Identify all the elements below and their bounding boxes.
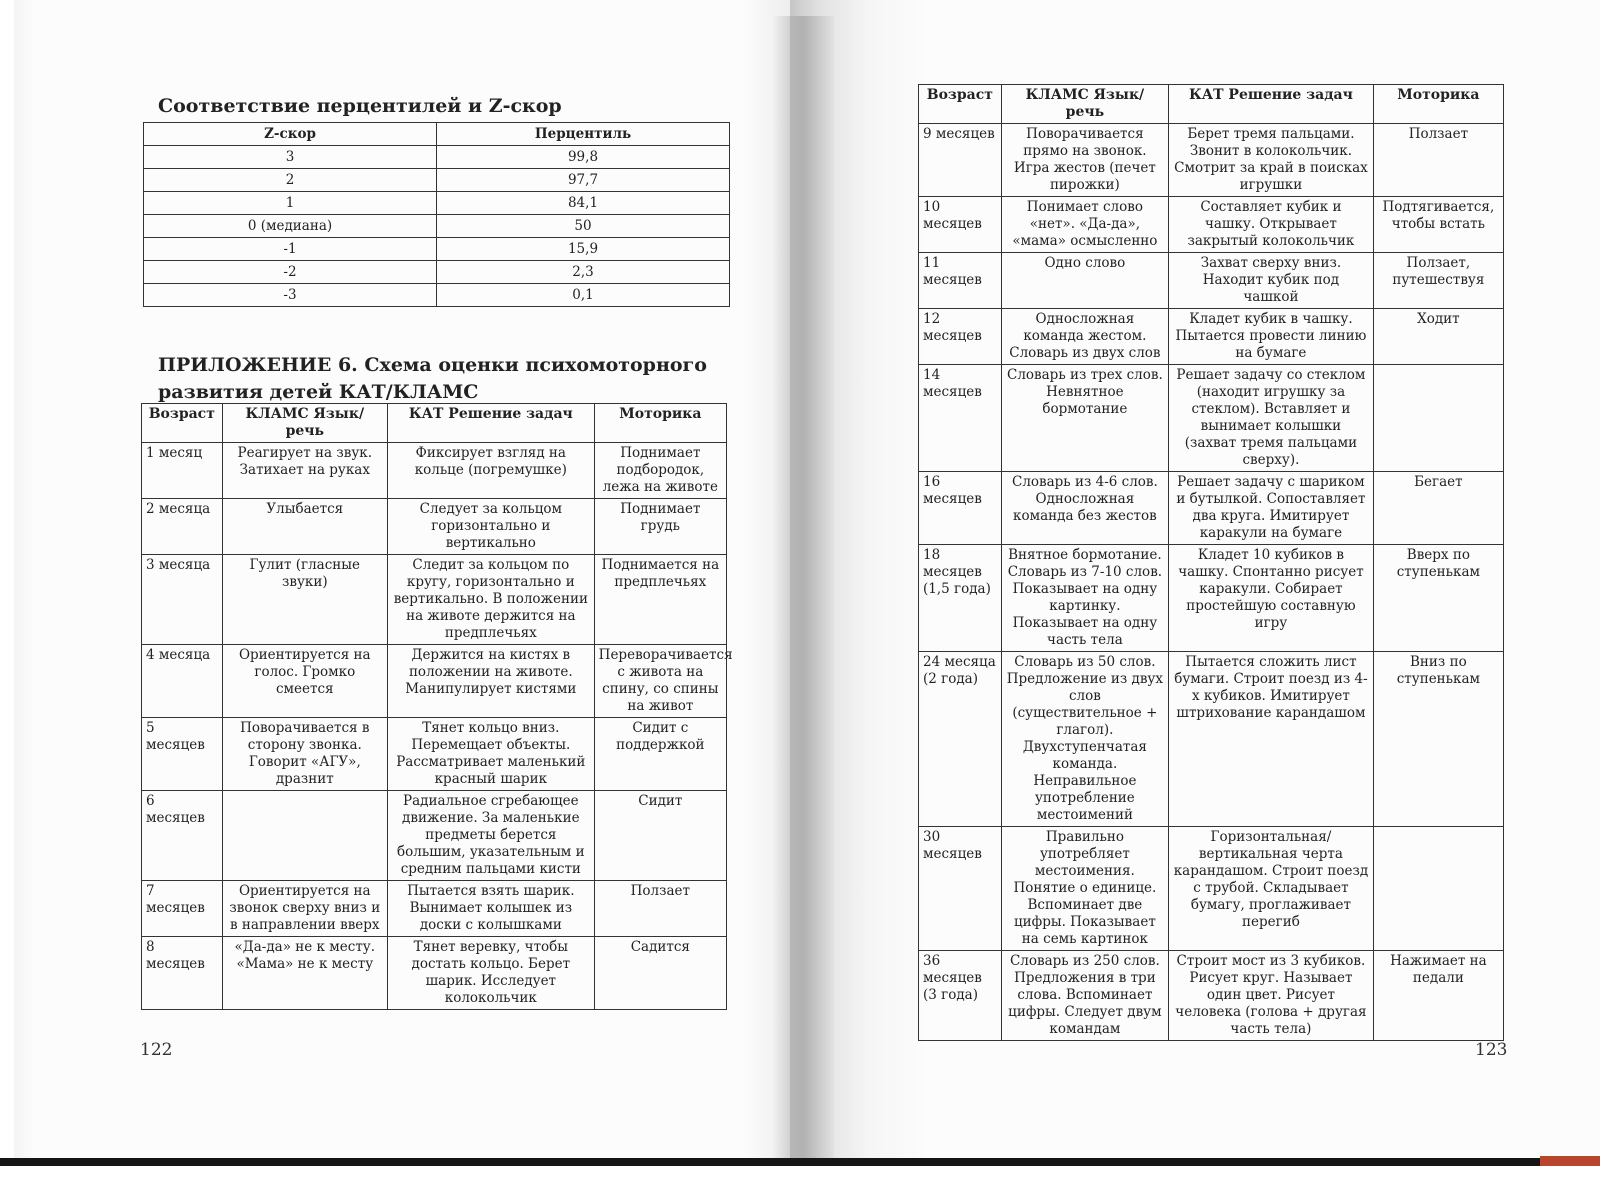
cat-cell: Пытается взять шарик. Вынимает колышек из доски с колышками xyxy=(387,881,594,937)
table-row xyxy=(142,555,727,645)
clams-cell: «Да-да» не к месту. «Мама» не к месту xyxy=(222,937,387,1010)
table-row xyxy=(919,951,1504,1041)
motor-cell: Ползает xyxy=(594,881,726,937)
motor-cell: Ползает, путешествуя xyxy=(1373,253,1503,309)
dev-table-header-row xyxy=(142,404,727,443)
dev-header-cat: КАТ Решение задач xyxy=(1169,85,1374,124)
book-spine-shadow xyxy=(772,16,834,1166)
motor-cell: Садится xyxy=(594,937,726,1010)
cat-cell: Строит мост из 3 кубиков. Рисует круг. Называет один цвет. Рисует человека (голова + другая часть тела) xyxy=(1169,951,1374,1041)
table-row xyxy=(919,545,1504,652)
percentile-cell: 2,3 xyxy=(437,261,730,284)
age-cell: 11 месяцев xyxy=(919,253,1002,309)
table-row xyxy=(919,253,1504,309)
dev-header-clams: КЛАМС Язык/ речь xyxy=(222,404,387,443)
table-row xyxy=(142,881,727,937)
table-row xyxy=(142,791,727,881)
age-cell: 16 месяцев xyxy=(919,472,1002,545)
cat-cell: Тянет кольцо вниз. Перемещает объекты. Рассматривает маленький красный шарик xyxy=(387,718,594,791)
clams-cell: Словарь из 250 слов. Предложения в три слова. Вспоминает цифры. Следует двум командам xyxy=(1001,951,1168,1041)
clams-cell: Ориентируется на звонок сверху вниз и в направлении вверх xyxy=(222,881,387,937)
page-number-right: 123 xyxy=(1475,1040,1508,1060)
percentile-cell: 50 xyxy=(437,215,730,238)
motor-cell: Вверх по ступенькам xyxy=(1373,545,1503,652)
clams-cell: Словарь из 4-6 слов. Односложная команда без жестов xyxy=(1001,472,1168,545)
table-row xyxy=(919,827,1504,951)
age-cell: 3 месяца xyxy=(142,555,223,645)
dev-header-age: Возраст xyxy=(919,85,1002,124)
table-row xyxy=(919,365,1504,472)
cat-cell: Берет тремя пальцами. Звонит в колокольчик. Смотрит за край в поисках игрушки xyxy=(1169,124,1374,197)
table-row xyxy=(919,197,1504,253)
clams-cell: Реагирует на звук. Затихает на руках xyxy=(222,443,387,499)
cat-cell: Захват сверху вниз. Находит кубик под чашкой xyxy=(1169,253,1374,309)
z-score-cell: 0 (медиана) xyxy=(144,215,437,238)
age-cell: 14 месяцев xyxy=(919,365,1002,472)
table-row xyxy=(144,284,730,307)
table-row xyxy=(142,499,727,555)
motor-cell: Нажимает на педали xyxy=(1373,951,1503,1041)
table-row xyxy=(142,718,727,791)
z-score-cell: 1 xyxy=(144,192,437,215)
cat-cell: Горизонтальная/вертикальная черта карандашом. Строит поезд с трубой. Складывает бумагу, проглаживает перегиб xyxy=(1169,827,1374,951)
motor-cell: Ходит xyxy=(1373,309,1503,365)
z-table-header: Перцентиль xyxy=(437,123,730,146)
cat-cell: Решает задачу со стеклом (находит игрушку за стеклом). Вставляет и вынимает колышки (захват тремя пальцами сверху). xyxy=(1169,365,1374,472)
clams-cell: Понимает слово «нет». «Да-да», «мама» осмысленно xyxy=(1001,197,1168,253)
z-score-cell: -3 xyxy=(144,284,437,307)
z-score-cell: 2 xyxy=(144,169,437,192)
development-table-right xyxy=(918,84,1504,1041)
motor-cell: Поднимается на предплечьях xyxy=(594,555,726,645)
z-score-cell: -2 xyxy=(144,261,437,284)
clams-cell: Поворачивается прямо на звонок. Игра жестов (печет пирожки) xyxy=(1001,124,1168,197)
motor-cell: Сидит xyxy=(594,791,726,881)
age-cell: 24 месяца (2 года) xyxy=(919,652,1002,827)
cat-cell: Решает задачу с шариком и бутылкой. Сопоставляет два круга. Имитирует каракули на бумаге xyxy=(1169,472,1374,545)
cat-cell: Следует за кольцом горизонтально и вертикально xyxy=(387,499,594,555)
clams-cell: Правильно употребляет местоимения. Понятие о единице. Вспоминает две цифры. Показывает на семь картинок xyxy=(1001,827,1168,951)
percentile-cell: 99,8 xyxy=(437,146,730,169)
motor-cell: Сидит с поддержкой xyxy=(594,718,726,791)
dev-header-clams: КЛАМС Язык/ речь xyxy=(1001,85,1168,124)
age-cell: 1 месяц xyxy=(142,443,223,499)
table-row xyxy=(144,261,730,284)
percentile-cell: 84,1 xyxy=(437,192,730,215)
clams-cell: Улыбается xyxy=(222,499,387,555)
table-row xyxy=(919,472,1504,545)
cat-cell: Тянет веревку, чтобы достать кольцо. Берет шарик. Исследует колокольчик xyxy=(387,937,594,1010)
clams-cell: Словарь из 50 слов. Предложение из двух слов (существительное + глагол). Двухступенчатая команда. Неправильное употребление местоимений xyxy=(1001,652,1168,827)
table-row xyxy=(142,645,727,718)
motor-cell: Подтягивается, чтобы встать xyxy=(1373,197,1503,253)
table-row xyxy=(144,169,730,192)
clams-cell: Поворачивается в сторону звонка. Говорит «АГУ», дразнит xyxy=(222,718,387,791)
age-cell: 8 месяцев xyxy=(142,937,223,1010)
table-row xyxy=(919,124,1504,197)
age-cell: 5 месяцев xyxy=(142,718,223,791)
table-row xyxy=(144,192,730,215)
age-cell: 12 месяцев xyxy=(919,309,1002,365)
percentile-cell: 97,7 xyxy=(437,169,730,192)
percentile-cell: 15,9 xyxy=(437,238,730,261)
age-cell: 30 месяцев xyxy=(919,827,1002,951)
cat-cell: Пытается сложить лист бумаги. Строит поезд из 4-х кубиков. Имитирует штрихование карандашом xyxy=(1169,652,1374,827)
clams-cell: Словарь из трех слов. Невнятное бормотание xyxy=(1001,365,1168,472)
z-score-table xyxy=(143,122,730,307)
z-table-header-row xyxy=(144,123,730,146)
clams-cell: Внятное бормотание. Словарь из 7-10 слов. Показывает на одну картинку. Показывает на одну часть тела xyxy=(1001,545,1168,652)
appendix-title: ПРИЛОЖЕНИЕ 6. Схема оценки психомоторного развития детей КАТ/КЛАМС xyxy=(158,354,707,403)
dev-table-header-row xyxy=(919,85,1504,124)
clams-cell: Одно слово xyxy=(1001,253,1168,309)
cat-cell: Составляет кубик и чашку. Открывает закрытый колокольчик xyxy=(1169,197,1374,253)
motor-cell: Поднимает подбородок, лежа на животе xyxy=(594,443,726,499)
z-score-cell: 3 xyxy=(144,146,437,169)
motor-cell: Ползает xyxy=(1373,124,1503,197)
cat-cell: Кладет 10 кубиков в чашку. Спонтанно рисует каракули. Собирает простейшую составную игру xyxy=(1169,545,1374,652)
age-cell: 18 месяцев (1,5 года) xyxy=(919,545,1002,652)
z-score-section-title: Соответствие перцентилей и Z-скор xyxy=(158,95,562,117)
age-cell: 2 месяца xyxy=(142,499,223,555)
age-cell: 6 месяцев xyxy=(142,791,223,881)
dev-header-motor: Моторика xyxy=(1373,85,1503,124)
z-score-cell: -1 xyxy=(144,238,437,261)
age-cell: 36 месяцев (3 года) xyxy=(919,951,1002,1041)
page-number-left: 122 xyxy=(140,1040,173,1060)
motor-cell xyxy=(1373,827,1503,951)
clams-cell: Ориентируется на голос. Громко смеется xyxy=(222,645,387,718)
motor-cell: Вниз по ступенькам xyxy=(1373,652,1503,827)
percentile-cell: 0,1 xyxy=(437,284,730,307)
table-row xyxy=(919,652,1504,827)
motor-cell: Поднимает грудь xyxy=(594,499,726,555)
motor-cell xyxy=(1373,365,1503,472)
table-row xyxy=(144,215,730,238)
dev-header-motor: Моторика xyxy=(594,404,726,443)
cat-cell: Фиксирует взгляд на кольце (погремушке) xyxy=(387,443,594,499)
table-row xyxy=(142,937,727,1010)
cat-cell: Радиальное сгребающее движение. За маленькие предметы берется большим, указательным и средним пальцами кисти xyxy=(387,791,594,881)
motor-cell: Бегает xyxy=(1373,472,1503,545)
z-table-header: Z-скор xyxy=(144,123,437,146)
cat-cell: Кладет кубик в чашку. Пытается провести линию на бумаге xyxy=(1169,309,1374,365)
table-row xyxy=(142,443,727,499)
clams-cell: Односложная команда жестом. Словарь из двух слов xyxy=(1001,309,1168,365)
cat-cell: Следит за кольцом по кругу, горизонтально и вертикально. В положении на животе держится на предплечьях xyxy=(387,555,594,645)
bottom-red-strip xyxy=(1540,1156,1600,1166)
cat-cell: Держится на кистях в положении на животе. Манипулирует кистями xyxy=(387,645,594,718)
clams-cell xyxy=(222,791,387,881)
table-row xyxy=(144,146,730,169)
table-row xyxy=(919,309,1504,365)
clams-cell: Гулит (гласные звуки) xyxy=(222,555,387,645)
age-cell: 4 месяца xyxy=(142,645,223,718)
dev-header-cat: КАТ Решение задач xyxy=(387,404,594,443)
age-cell: 7 месяцев xyxy=(142,881,223,937)
age-cell: 9 месяцев xyxy=(919,124,1002,197)
development-table-left xyxy=(141,403,733,1010)
table-row xyxy=(144,238,730,261)
age-cell: 10 месяцев xyxy=(919,197,1002,253)
bottom-edge-shadow xyxy=(0,1158,1560,1166)
motor-cell: Переворачивается с живота на спину, со спины на живот xyxy=(594,645,726,718)
dev-header-age: Возраст xyxy=(142,404,223,443)
